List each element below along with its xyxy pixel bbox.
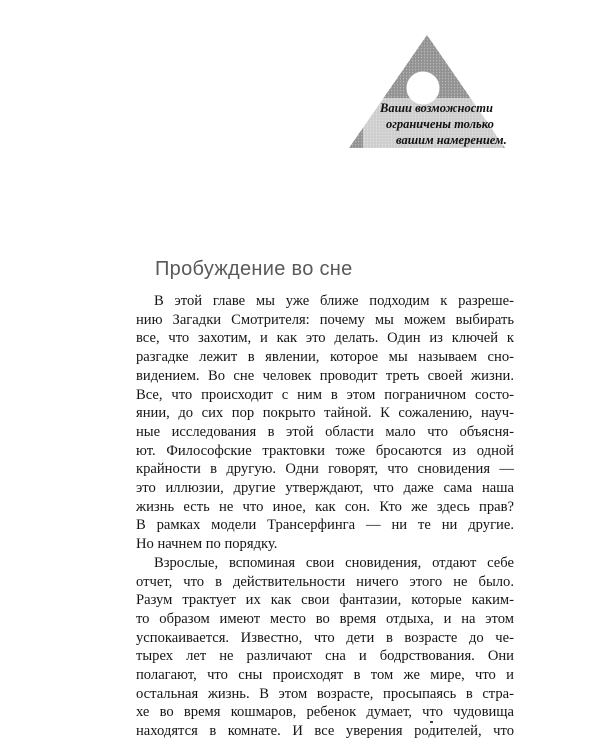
text-line: все, что захотим, и как это делать. Один из ключей к xyxy=(136,330,514,347)
text-line: то образом имеют место во время отдыха, и на этом xyxy=(136,610,514,627)
paragraph xyxy=(136,292,514,554)
text-line: крайности в другую. Одни говорят, что сновидения — xyxy=(136,461,514,478)
text-line: отчет, что в действительности ничего этого не было. xyxy=(136,573,514,590)
print-speck xyxy=(430,721,433,723)
epigraph-line: ограничены только xyxy=(386,117,494,131)
text-line: остальная жизнь. В этом возрасте, просыпаясь в стра- xyxy=(136,685,514,702)
text-line: Все, что происходит с ним в этом пограничном состо- xyxy=(136,386,514,403)
text-line: ные исследования в этой области мало что объясня- xyxy=(136,423,514,440)
text-line: это иллюзии, другие утверждают, что даже сама наша xyxy=(136,480,514,497)
text-line: янии, до сих пор покрыто тайной. К сожалению, науч- xyxy=(136,405,514,422)
text-line: тырех лет не различают сна и бодрствования. Они xyxy=(136,648,514,665)
text-line: Взрослые, вспоминая свои сновидения, отдают себе xyxy=(154,554,514,571)
text-line: нию Загадки Смотрителя: почему мы можем выбирать xyxy=(136,311,514,328)
epigraph-line: вашим намерением. xyxy=(396,133,507,147)
text-line: Но начнем по порядку. xyxy=(136,536,278,553)
epigraph-line: Ваши возможности xyxy=(380,101,493,115)
text-line: жизнь есть не что иное, как сон. Кто же здесь прав? xyxy=(136,498,514,515)
text-line: В этой главе мы уже ближе подходим к разреше- xyxy=(154,293,514,309)
body-text xyxy=(136,292,514,741)
text-line: хе во время кошмаров, ребенок думает, что чудовища xyxy=(136,704,514,721)
text-line: Разум трактует их как свои фантазии, которые каким- xyxy=(136,592,514,609)
text-line: находятся в комнате. И все уверения родителей, что xyxy=(136,723,514,740)
text-line: полагают, что сны происходят в том же мире, что и xyxy=(136,667,514,684)
text-line: успокаивается. Известно, что дети в возрасте до че- xyxy=(136,629,514,646)
text-line: разгадке лежит в явлении, которое мы называем сно- xyxy=(136,349,514,366)
text-line: В рамках модели Трансерфинга — ни те ни другие. xyxy=(136,517,514,534)
epigraph xyxy=(370,100,520,148)
section-heading: Пробуждение во сне xyxy=(155,258,353,280)
text-line: видением. Во сне человек проводит треть своей жизни. xyxy=(136,367,514,384)
text-line: ют. Философские трактовки тоже бросаются из одной xyxy=(136,442,514,459)
paragraph xyxy=(136,554,514,741)
